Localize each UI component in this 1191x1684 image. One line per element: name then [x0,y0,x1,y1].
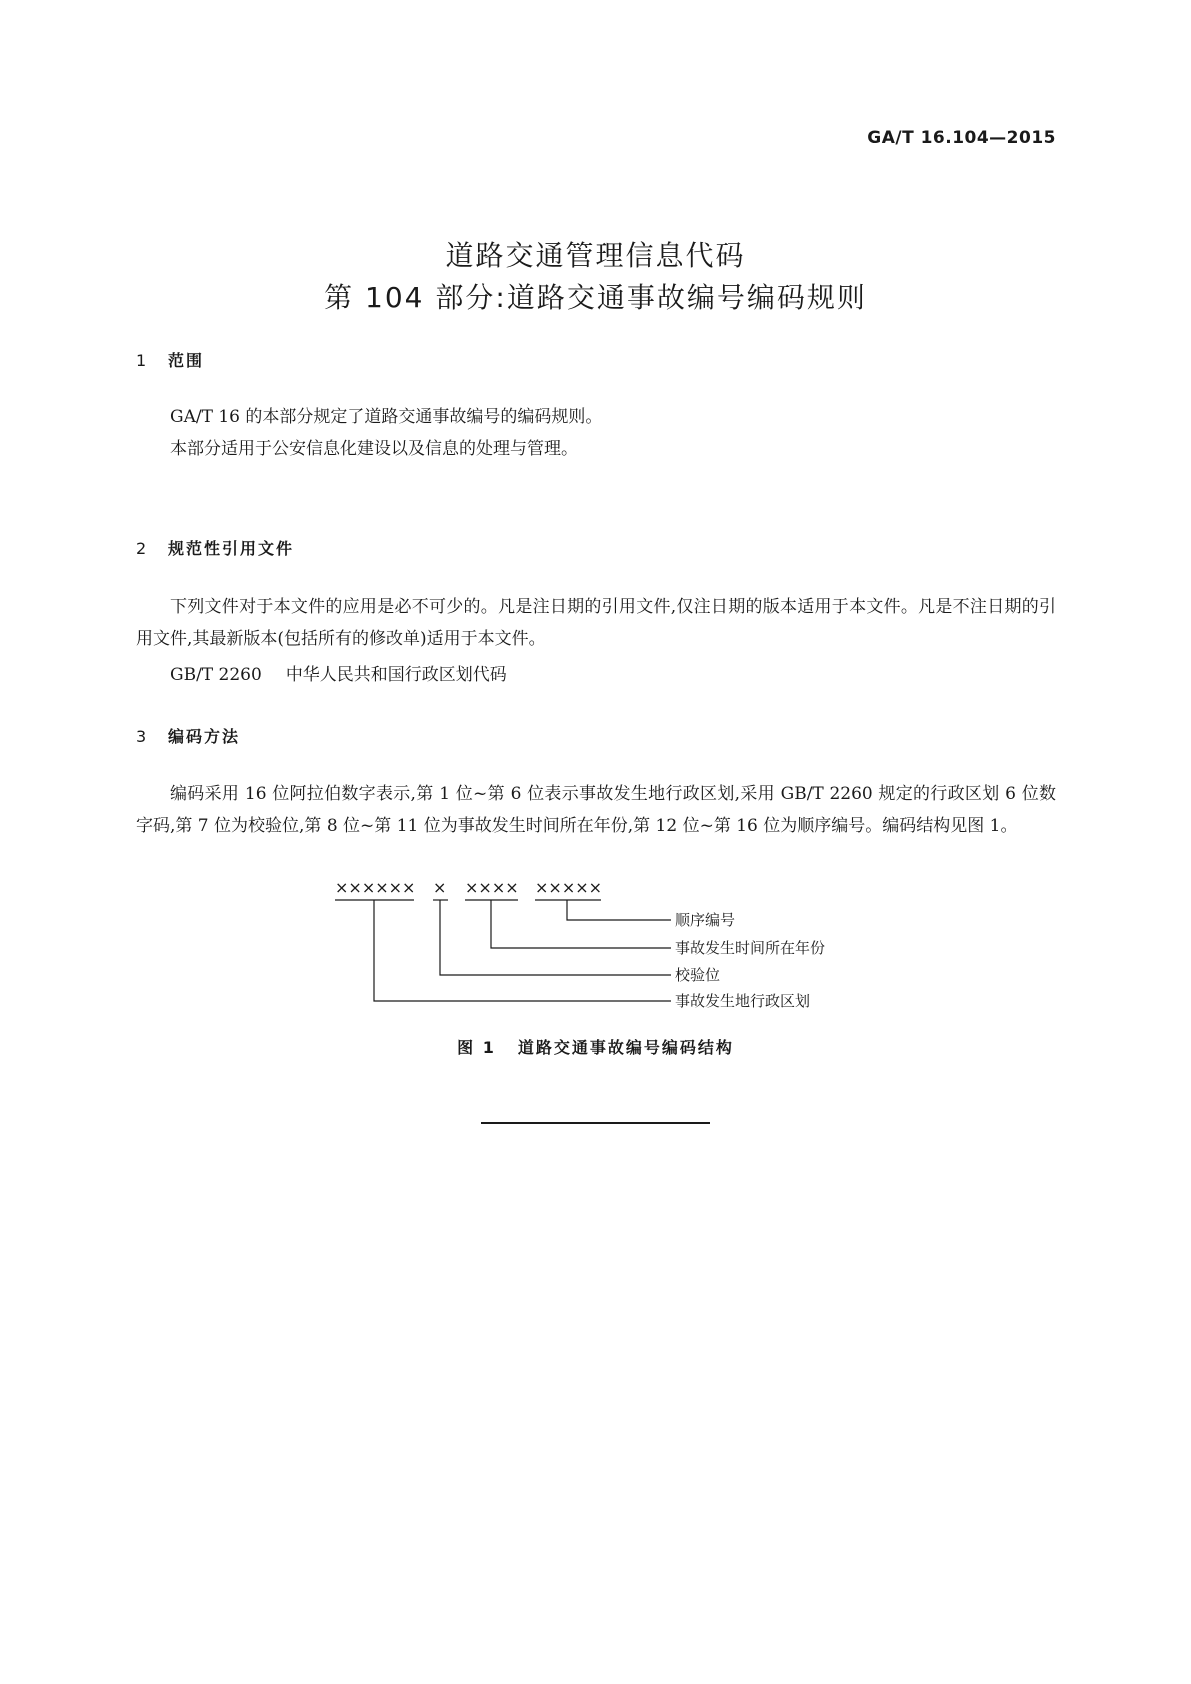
standard-code: GA/T 16.104—2015 [867,128,1056,148]
document-subtitle: 第 104 部分:道路交通事故编号编码规则 [324,281,867,314]
connector-check [440,900,671,975]
label-sequence: 顺序编号 [675,911,736,929]
figure-number: 图 1 [457,1038,496,1057]
section-title: 编码方法 [168,727,241,746]
connector-region [374,900,671,1001]
connector-year [491,900,671,948]
section-number: 3 [136,727,149,746]
figure-caption [0,1035,1191,1058]
section-heading-normative-refs [136,536,294,559]
label-region: 事故发生地行政区划 [675,992,811,1010]
section-number: 1 [136,351,149,370]
section-title: 范围 [168,351,205,370]
refs-paragraph: 下列文件对于本文件的应用是必不可少的。凡是注日期的引用文件,仅注日期的版本适用于本文件。凡是不注日期的引用文件,其最新版本(包括所有的修改单)适用于本文件。 [136,597,1056,649]
label-year: 事故发生时间所在年份 [675,939,826,957]
scope-paragraph-1: GA/T 16 的本部分规定了道路交通事故编号的编码规则。 [170,407,603,427]
section-number: 2 [136,539,149,558]
code-structure-diagram [0,875,1191,1025]
code-group-year: ×××× [465,878,519,897]
method-paragraph: 编码采用 16 位阿拉伯数字表示,第 1 位~第 6 位表示事故发生地行政区划,采用 GB/T 2260 规定的行政区划 6 位数字码,第 7 位为校验位,第 8 位~第 11 位为事故发生时间所在年份,第 12 位~第 16 位为顺序编号。编码结构见图 1。 [136,784,1056,836]
figure-title: 道路交通事故编号编码结构 [517,1038,734,1057]
section-heading-scope [136,348,204,371]
reference-item [170,660,507,685]
code-group-sequence: ××××× [535,878,603,897]
reference-code: GB/T 2260 [170,665,262,685]
label-check: 校验位 [675,966,721,984]
end-rule [481,1122,710,1124]
section-title: 规范性引用文件 [168,539,295,558]
section-heading-coding-method [136,724,240,747]
code-group-region: ×××××× [335,878,416,897]
code-group-check: × [433,878,447,897]
document-title: 道路交通管理信息代码 [445,239,746,272]
connector-sequence [567,900,671,920]
scope-paragraph-2: 本部分适用于公安信息化建设以及信息的处理与管理。 [170,439,578,459]
reference-title: 中华人民共和国行政区划代码 [285,665,507,685]
